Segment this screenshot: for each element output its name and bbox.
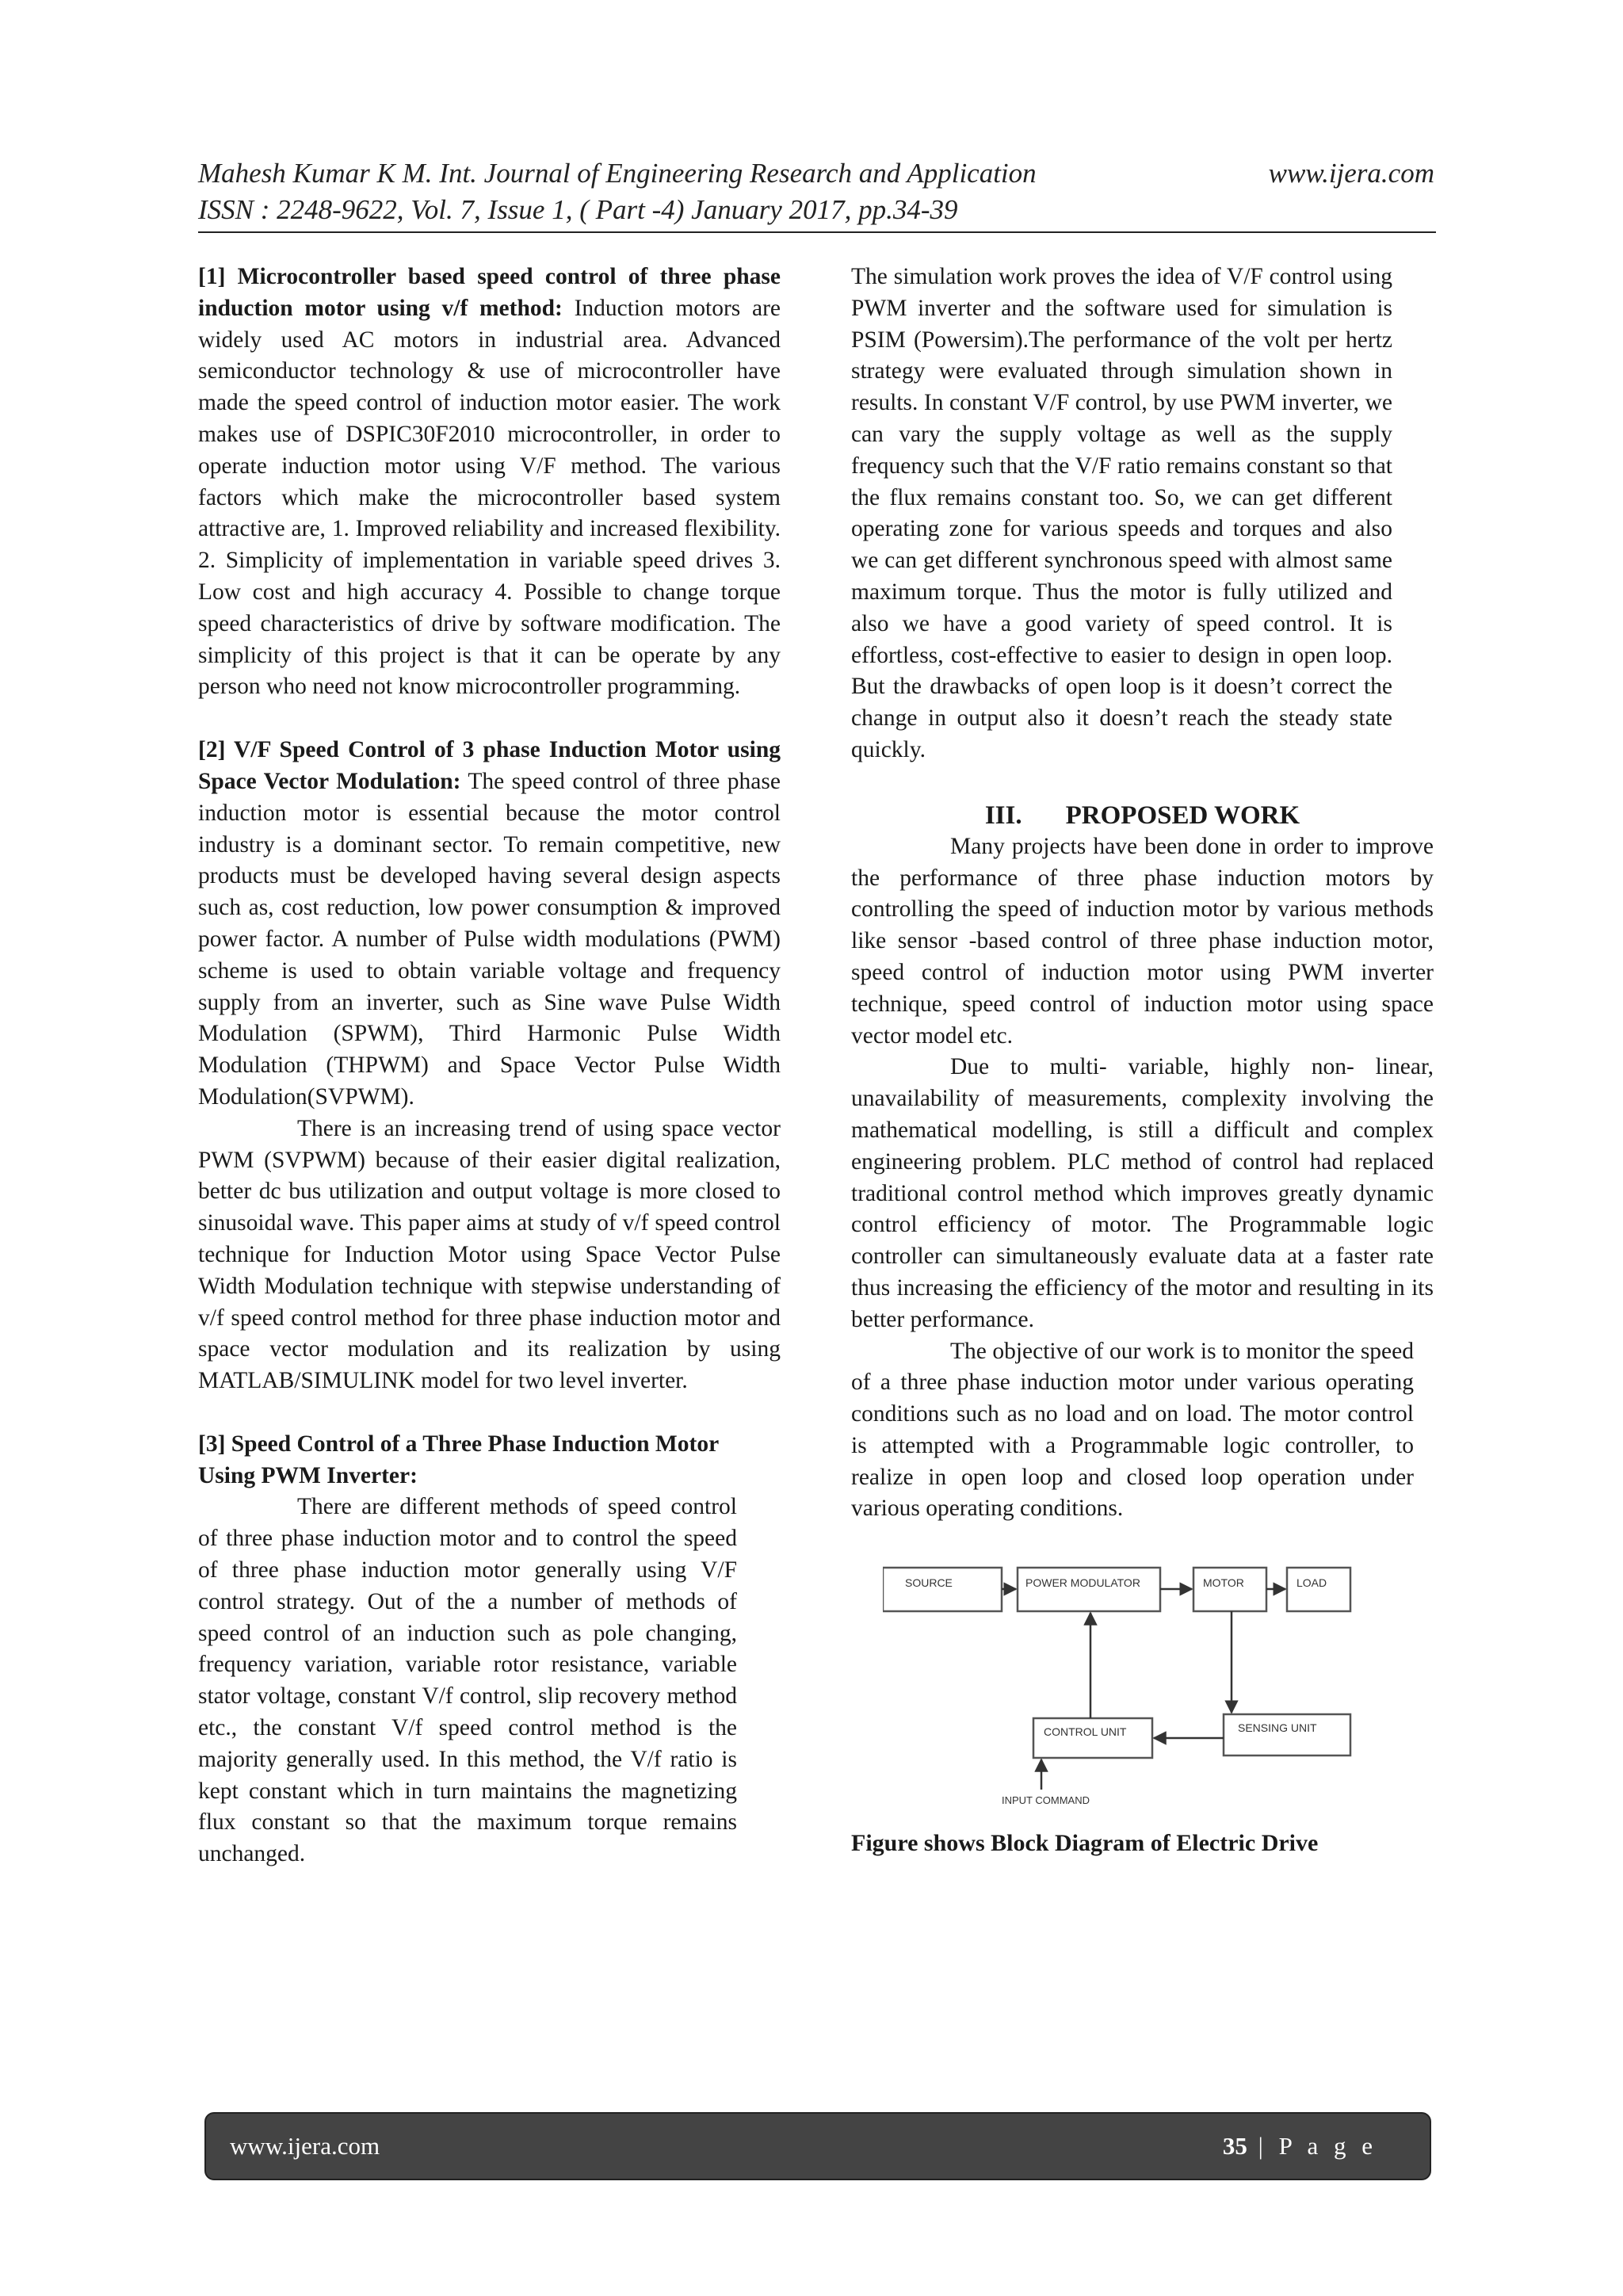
page-footer	[204, 2112, 1431, 2180]
source-label: SOURCE	[905, 1576, 953, 1590]
ref2-paragraph	[198, 735, 781, 1114]
right-para-3: Due to multi- variable, highly non- linear, unavailability of measurements, complexity involving the mathematical modelling, is still a difficult and complex engineering problem. PLC method of control had replaced traditional control method which improves greatly dynamic control efficiency of motor. The Programmable logic controller can simultaneously evaluate data at a faster rate thus increasing the efficiency of the motor and resulting in its better performance.	[851, 1054, 1434, 1332]
motor-label: MOTOR	[1203, 1576, 1244, 1590]
load-label: LOAD	[1296, 1576, 1327, 1590]
section-heading	[851, 800, 1434, 831]
left-column	[198, 262, 781, 1870]
footer-site: www.ijera.com	[230, 2132, 380, 2160]
ref1-paragraph	[198, 262, 781, 703]
ref1-body: Induction motors are widely used AC motors in industrial area. Advanced semiconductor technology & use of microcontroller have made the speed control of induction motor easier. The work makes use of DSPIC30F2010 microcontroller, in order to operate induction motor using V/F method. The various factors which make the microcontroller based system attractive are, 1. Improved reliability and increased flexibility. 2. Simplicity of implementation in variable speed drives 3. Low cost and high accuracy 4. Possible to change torque speed characteristics of drive by software modification. The simplicity of this project is that it can be operate by any person who need not know microcontroller programming.	[198, 295, 781, 700]
motor-block	[1193, 1568, 1266, 1611]
right-para-4: The objective of our work is to monitor the speed of a three phase induction motor under various operating conditions such as no load and on load. The motor control is attempted with a Programmable logic controller, to realize in open loop and closed loop operation under various operating conditions.	[851, 1338, 1414, 1522]
right-para-2: Many projects have been done in order to improve the performance of three phase induction motors by controlling the speed of induction motor by various methods like sensor -based control of three phase induction motor, speed control of induction motor using PWM inverter technique, speed control of induction motor using space vector model etc.	[851, 833, 1434, 1049]
header-issn: ISSN : 2248-9622, Vol. 7, Issue 1, ( Part -4) January 2017, pp.34-39	[198, 194, 958, 225]
ref3-title: [3] Speed Control of a Three Phase Induction Motor Using PWM Inverter:	[198, 1431, 719, 1488]
sensing-unit-block	[1224, 1714, 1350, 1755]
figure-caption: Figure shows Block Diagram of Electric Drive	[851, 1830, 1319, 1857]
source-block	[883, 1568, 1002, 1611]
control-unit-label: CONTROL UNIT	[1044, 1725, 1127, 1739]
running-header	[198, 155, 1434, 228]
power-modulator-label: POWER MODULATOR	[1025, 1576, 1140, 1590]
ref3-title-paragraph	[198, 1429, 737, 1492]
ref3-body: There are different methods of speed control of three phase induction motor and to control the speed of three phase induction motor generally using V/F control strategy. Out of the a number of methods of speed control of an induction such as pole changing, frequency variation, variable rotor resistance, variable stator voltage, constant V/f control, slip recovery method etc., the constant V/f speed control method is the majority generally used. In this method, the V/f ratio is kept constant which in turn maintains the magnetizing flux constant so that the maximum torque remains unchanged.	[198, 1494, 737, 1867]
ref1-title: [1] Microcontroller based speed control of three phase induction motor using v/f method:	[198, 264, 781, 321]
block-diagram-svg	[883, 1552, 1390, 1813]
sensing-unit-label: SENSING UNIT	[1238, 1721, 1317, 1735]
ref2-body: The speed control of three phase induction motor is essential because the motor control industry is a dominant sector. To remain competitive, new products must be developed having several design aspects such as, cost reduction, low power consumption & improved power factor. A number of Pulse width modulations (PWM) scheme is used to obtain variable voltage and frequency supply from an inverter, such as Sine wave Pulse Width Modulation (SPWM), Third Harmonic Pulse Width Modulation (THPWM) and Space Vector Pulse Width Modulation(SVPWM).	[198, 768, 781, 1110]
header-rule	[198, 231, 1436, 233]
block-diagram	[883, 1552, 1390, 1813]
section-title: PROPOSED WORK	[1065, 800, 1300, 830]
right-para-1: The simulation work proves the idea of V/F control using PWM inverter and the software used for simulation is PSIM (Powersim).The performance of the volt per hertz strategy were evaluated through simulation shown in results. In constant V/F control, by use PWM inverter, we can vary the supply voltage as well as the supply frequency such that the V/F ratio remains constant so that the flux remains constant too. So, we can get different operating zone for various speeds and torques and also we can get different synchronous speed with almost same maximum torque. Thus the motor is fully utilized and also we have a good variety of speed control. It is effortless, cost-effective to easier to design in open loop. But the drawbacks of open loop is it doesn’t correct the change in output also it doesn’t reach the steady state quickly.	[851, 264, 1392, 762]
load-block	[1287, 1568, 1350, 1611]
ref2-paragraph-2: There is an increasing trend of using space vector PWM (SVPWM) because of their easier digital realization, better dc bus utilization and output voltage is more closed to sinusoidal wave. This paper aims at study of v/f speed control technique for Induction Motor using Space Vector Pulse Width Modulation technique with stepwise understanding of v/f speed control method for three phase induction motor and space vector modulation and its realization by using MATLAB/SIMULINK model for two level inverter.	[198, 1115, 781, 1394]
page-number: 35	[1222, 2132, 1247, 2160]
page-label: | P a g e	[1247, 2132, 1377, 2160]
header-url: www.ijera.com	[1268, 158, 1434, 189]
power-modulator-block	[1018, 1568, 1160, 1611]
section-number: III.	[984, 800, 1022, 830]
control-unit-block	[1033, 1718, 1152, 1758]
input-command-label: INPUT COMMAND	[1002, 1794, 1090, 1807]
footer-page	[1223, 2132, 1377, 2160]
header-journal: Mahesh Kumar K M. Int. Journal of Engineering Research and Application	[198, 158, 1037, 189]
ref2-title: [2] V/F Speed Control of 3 phase Induction Motor using Space Vector Modulation:	[198, 737, 781, 794]
right-column	[851, 262, 1434, 1859]
